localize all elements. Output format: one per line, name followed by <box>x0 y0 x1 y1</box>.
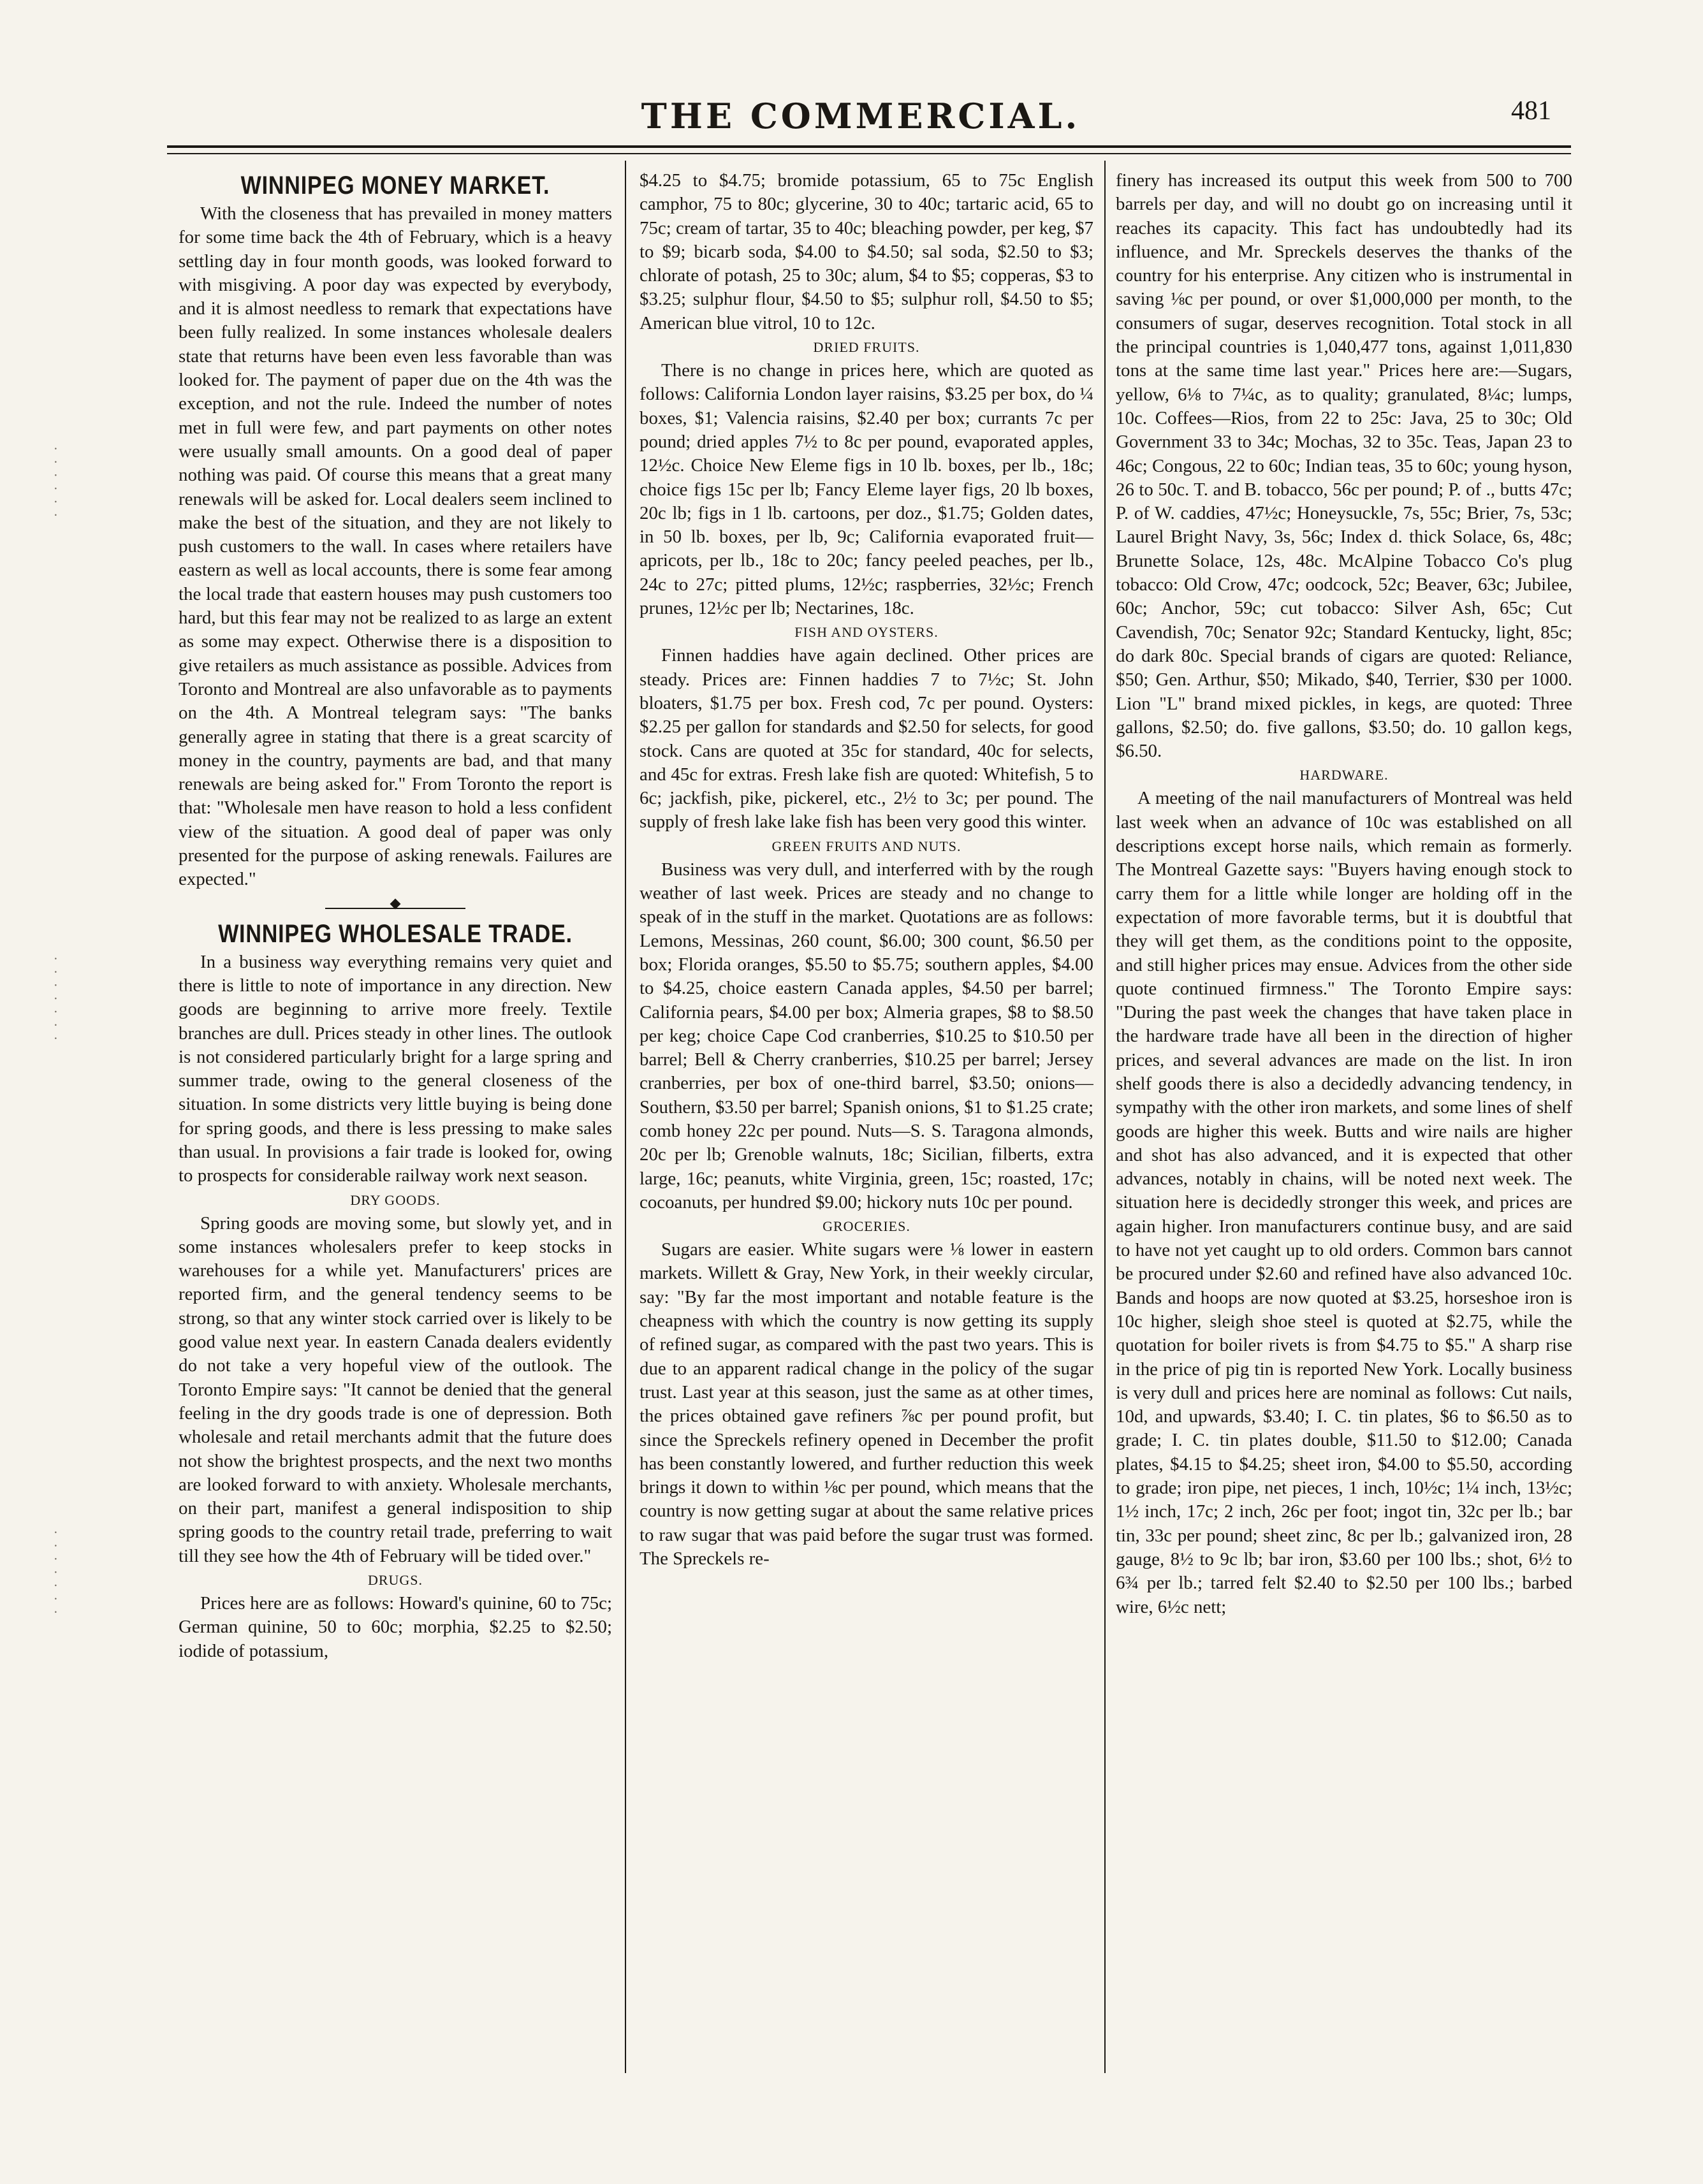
section-subheading: FISH AND OYSTERS. <box>794 624 939 641</box>
header-rule-thick <box>167 145 1571 148</box>
article-headline: WINNIPEG WHOLESALE TRADE. <box>218 919 573 948</box>
column-3 <box>1116 169 1572 2081</box>
article-separator <box>179 892 612 917</box>
page-number: 481 <box>1511 96 1551 126</box>
section-subheading: GROCERIES. <box>822 1218 910 1235</box>
column-1 <box>179 169 612 2081</box>
article-paragraph: There is no change in prices here, which are quoted as follows: California London layer raisins, $3.25 per box, do ¼ boxes, $1; Valencia raisins, $2.40 per box; currants 7c per pound; dried apples 7½ to 8c per pound, evaporated apples, 12½c. Choice New Eleme figs in 10 lb. boxes, per lb., 18c; choice figs 15c per lb; Fancy Eleme layer figs, 20 lb boxes, 20c lb; figs in 1 lb. cartoons, per doz., $1.75; Golden dates, in 50 lb. boxes, per lb, 9c; California evaporated fruit—apricots, per lb., 18c to 20c; fancy peeled peaches, per lb., 24c to 27c; pitted plums, 12½c; raspberries, 32½c; French prunes, 12½c per lb; Nectarines, 18c. <box>640 360 1093 619</box>
article-paragraph: $4.25 to $4.75; bromide potassium, 65 to 75c English camphor, 75 to 80c; glycerine, 30 to 40c; tartaric acid, 65 to 75c; cream of tartar, 35 to 40c; bleaching powder, per keg, $7 to $9; bicarb soda, $4.00 to $4.50; sal soda, $2.50 to $3; chlorate of potash, 25 to 30c; alum, $4 to $5; copperas, $3 to $3.25; sulphur flour, $4.50 to $5; sulphur roll, $4.50 to $5; American blue vitrol, 10 to 12c. <box>640 170 1093 333</box>
article-paragraph: finery has increased its output this week from 500 to 700 barrels per day, and will no doubt go on increasing until it reaches its capacity. This fact has undoubtedly had its influence, and Mr. Spreckels deserves the thanks of the country for his enterprise. Any citizen who is instrumental in saving ⅛c per pound, or over $1,000,000 per month, to the consumers of sugar, deserves recognition. Total stock in all the principal countries is 1,040,477 tons, against 1,011,830 tons at the same time last year." Prices here are:—Sugars, yellow, 6⅛ to 7¼c, as to quality; granulated, 8¼c; lumps, 10c. Coffees—Rios, from 22 to 25c: Java, 25 to 30c; Old Government 33 to 34c; Mochas, 32 to 35c. Teas, Japan 23 to 46c; Congous, 22 to 60c; Indian teas, 35 to 60c; young hyson, 26 to 50c. T. and B. tobacco, 56c per pound; P. of ., butts 47c; P. of W. caddies, 47½c; Honeysuckle, 7s, 55c; Brier, 7s, 53c; Laurel Bright Navy, 3s, 56c; Index d. thick Solace, 6s, 48c; Brunette Solace, 12s, 48c. McAlpine Tobacco Co's plug tobacco: Old Crow, 47c; oodcock, 52c; Beaver, 63c; Jubilee, 60c; Anchor, 59c; cut tobacco: Silver Ash, 65c; Cut Cavendish, 70c; Senator 92c; Standard Kentucky, light, 85c; do dark 80c. Special brands of cigars are quoted: Reliance, $50; Gen. Arthur, $50; Mikado, $40, Terrier, $30 per 1000. Lion "L" brand mixed pickles, in kegs, are quoted: Three gallons, $2.50; do. five gallons, $3.50; do. 10 gallon kegs, $6.50. <box>1116 170 1572 762</box>
margin-bleed-mark: · · · · · · · <box>48 956 64 1044</box>
article-paragraph: Spring goods are moving some, but slowly yet, and in some instances wholesalers prefer to keep stocks in warehouses for a while yet. Manufacturers' prices are reported firm, and the general tendency seems to be strong, so that any winter stock carried over is likely to be good value next year. In eastern Canada dealers evidently do not take a very hopeful view of the outlook. The Toronto Empire says: "It cannot be denied that the general feeling in the dry goods trade is one of depression. Both wholesale and retail merchants admit that the future does not show the brightest prospects, and the next two months are looked forward to with anxiety. Wholesale merchants, on their part, manifest a general indisposition to ship spring goods to the country retail trade, preferring to wait till they see how the 4th of February will be tided over." <box>179 1212 612 1566</box>
section-subheading: DRY GOODS. <box>350 1191 441 1208</box>
margin-bleed-mark: · · · · · · <box>48 446 64 520</box>
section-subheading: DRIED FRUITS. <box>813 339 920 356</box>
article-paragraph: A meeting of the nail manufacturers of Montreal was held last week when an advance of 10c was established on all descriptions except horse nails, which remain as formerly. The Montreal Gazette says: "Buyers having enough stock to carry them for a little while longer are holding off in the expectation of more favorable terms, but it is doubtful that they will get them, as the conditions point to the opposite, and still higher prices may ensue. Advices from the other side quote continued firmness." The Toronto Empire says: "During the past week the changes that have taken place in the hardware trade have all been in the direction of higher prices, and several advances are made on the list. In iron shelf goods there is also a decidedly advancing tendency, in sympathy with the other iron markets, and some lines of shelf goods are higher this week. Butts and wire nails are higher and shot has also advanced, and it is expected that other advances, notably in chains, will be noted next week. The situation here is decidedly stronger this week, and prices are again higher. Iron manufacturers continue busy, and are said to have not yet caught up to old orders. Common bars cannot be procured under $2.60 and refined have also advanced 10c. Bands and hoops are now quoted at $3.25, horseshoe iron is 10c higher, sleigh shoe steel is quoted at $2.75, while the quotation for boiler rivets is from $4.75 to $5." A sharp rise in the price of pig tin is reported New York. Locally business is very dull and prices here are nominal as follows: Cut nails, 10d, and upwards, $3.40; I. C. tin plates, $6 to $6.50 as to grade; I. C. tin plates double, $11.50 to $12.00; Canada plates, $4.15 to $4.25; sheet iron, $4.00 to $5.50, according to grade; iron pipe, net pieces, 1 inch, 10½c; 1¼ inch, 13½c; 1½ inch, 17c; 2 inch, 26c per foot; ingot tin, 32c per lb.; bar tin, 33c per pound; sheet zinc, 8c per lb.; galvanized iron, 28 gauge, 8½ to 9c lb; bar iron, $3.60 per 100 lbs.; shot, 6½ to 6¾ per lb.; tarred felt $2.40 to $2.50 per 100 lbs.; barbed wire, 6½c nett; <box>1116 788 1572 1617</box>
article-paragraph: In a business way everything remains very quiet and there is little to note of importance in any direction. New goods are beginning to arrive more freely. Textile branches are dull. Prices steady in other lines. The outlook is not considered particularly bright for a large spring and summer trade, owing to the general closeness of the situation. In some districts very little buying is being done for spring goods, and there is less pressing to make sales than usual. In provisions a fair trade is looked for, owing to prospects for considerable railway work next season. <box>179 951 612 1186</box>
column-divider <box>625 161 626 2073</box>
article-paragraph: Business was very dull, and interferred with by the rough weather of last week. Prices are steady and no change to speak of in the stuff in the market. Quotations are as follows: Lemons, Messinas, 260 count, $6.00; 300 count, $6.50 per box; Florida oranges, $5.50 to $5.75; southern apples, $4.00 to $4.25, choice eastern Canada apples, $4.50 per barrel; California pears, $4.00 per box; Almeria grapes, $8 to $8.50 per keg; choice Cape Cod cranberries, $10.25 to $10.50 per barrel; Bell & Cherry cranberries, $10.25 per barrel; Jersey cranberries, per box of one-third barrel, $3.50; onions—Southern, $3.50 per barrel; Spanish onions, $1 to $1.25 crate; comb honey 22c per pound. Nuts—S. S. Taragona almonds, 20c per lb; Grenoble walnuts, 18c; Sicilian, filberts, extra large, 16c; peanuts, white Virginia, green, 15c; roasted, 17c; cocoanuts, per hundred $9.00; hickory nuts 10c per pound. <box>640 859 1093 1212</box>
section-subheading: GREEN FRUITS AND NUTS. <box>771 838 961 854</box>
masthead: THE COMMERCIAL. <box>641 96 1081 136</box>
section-subheading: HARDWARE. <box>1299 767 1389 783</box>
column-divider <box>1104 161 1106 2073</box>
article-paragraph: With the closeness that has prevailed in money matters for some time back the 4th of February, which is a heavy settling day in four month goods, was looked forward to with misgiving. A poor day was expected by everybody, and it is almost needless to remark that expectations have been fully realized. In some instances wholesale dealers state that returns have been even less favorable than was looked for. The payment of paper due on the 4th was the exception, and not the rule. Indeed the number of notes met in full were few, and part payments on other notes were usually small amounts. On a good deal of paper nothing was paid. Of course this means that a great many renewals will be asked for. Local dealers seem inclined to make the best of the situation, and they are not likely to push customers to the wall. In cases where retailers have eastern as well as local accounts, there is some fear among the local trade that eastern houses may push customers too hard, but this fear may not be realized to as large an extent as some may expect. Otherwise there is a disposition to give retailers as much assistance as possible. Advices from Toronto and Montreal are also unfavorable as to payments on the 4th. A Montreal telegram says: "The banks generally agree in stating that there is a great scarcity of money in the country, payments are bad, and that many renewals are being asked for." From Toronto the report is that: "Wholesale men have reason to hold a less confident view of the situation. A good deal of paper was only presented for the purpose of asking renewals. Failures are expected." <box>179 203 612 890</box>
article-paragraph: Sugars are easier. White sugars were ⅛ lower in eastern markets. Willett & Gray, New York, in their weekly circular, say: "By far the most important and notable feature is the cheapness with which the country is now getting its supply of refined sugar, as compared with the past two years. This is due to an apparent radical change in the policy of the sugar trust. Last year at this season, just the same as at other times, the prices obtained gave refiners ⅞c per pound profit, but since the Spreckels refinery opened in December the profit has been constantly lowered, and further reduction this week brings it down to within ⅛c per pound, which means that the country is now getting sugar at about the same relative prices to raw sugar that was paid before the sugar trust was formed. The Spreckels re- <box>640 1239 1093 1569</box>
column-2 <box>640 169 1093 2081</box>
article-paragraph: Finnen haddies have again declined. Other prices are steady. Prices are: Finnen haddies 7 to 7½c; St. John bloaters, $1.75 per box. Fresh cod, 7c per pound. Oysters: $2.25 per gallon for standards and $2.50 for selects, for good stock. Cans are quoted at 35c for standard, 40c for selects, and 45c for extras. Fresh lake fish are quoted: Whitefish, 5 to 6c; jackfish, pike, pickerel, etc., 2½ to 3c; per pound. The supply of fresh lake lake fish has been very good this winter. <box>640 645 1093 833</box>
section-subheading: DRUGS. <box>367 1572 423 1589</box>
header-rule-thin <box>167 153 1571 154</box>
article-headline: WINNIPEG MONEY MARKET. <box>240 171 550 200</box>
margin-bleed-mark: · · · · · · · <box>48 1530 64 1617</box>
article-paragraph: Prices here are as follows: Howard's quinine, 60 to 75c; German quinine, 50 to 60c; morphia, $2.25 to $2.50; iodide of potassium, <box>179 1593 612 1661</box>
